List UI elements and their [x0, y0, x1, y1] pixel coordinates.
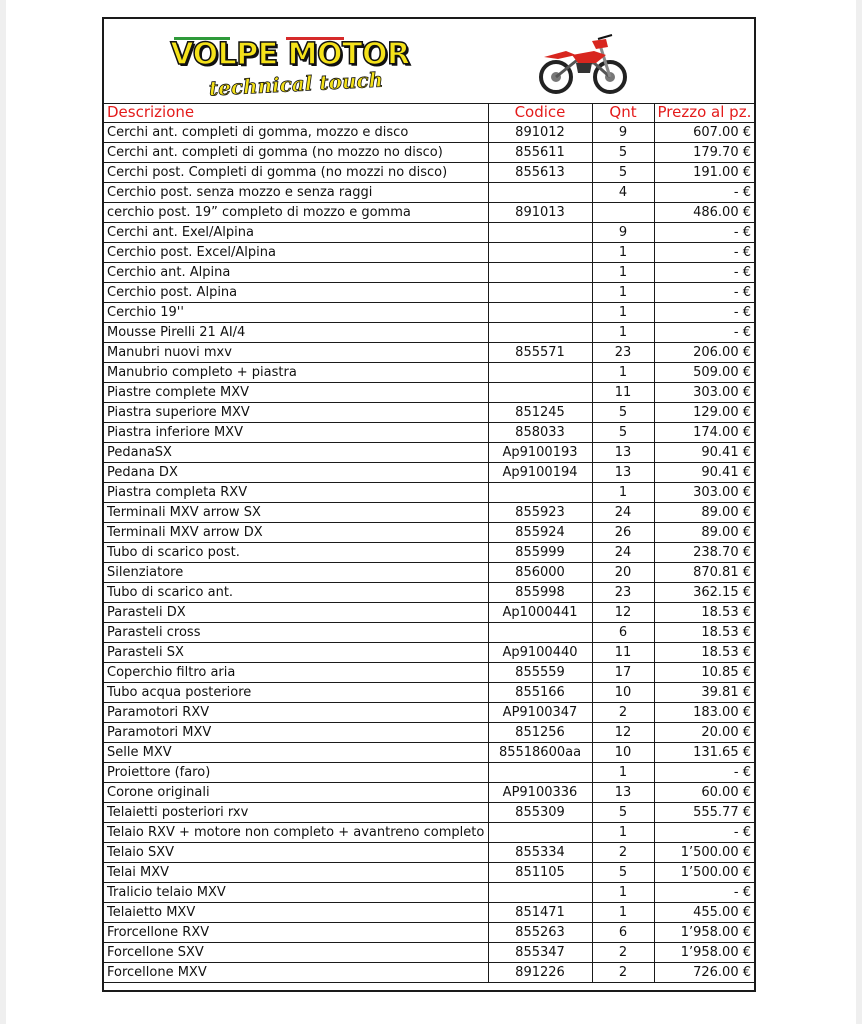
table-row [104, 703, 754, 723]
cell-price: 131.65 € [654, 743, 754, 763]
cell-description: Piastra completa RXV [104, 483, 488, 503]
cell-qty: 23 [592, 343, 654, 363]
cell-price: 1’500.00 € [654, 843, 754, 863]
cell-qty: 6 [592, 923, 654, 943]
cell-price: 1’500.00 € [654, 863, 754, 883]
cell-price: 18.53 € [654, 603, 754, 623]
cell-qty: 20 [592, 563, 654, 583]
cell-qty: 13 [592, 463, 654, 483]
cell-code [488, 183, 592, 203]
cell-qty: 12 [592, 603, 654, 623]
table-row [104, 303, 754, 323]
cell-code: Ap9100440 [488, 643, 592, 663]
cell-price: 183.00 € [654, 703, 754, 723]
table-row [104, 423, 754, 443]
cell-description: Telaietti posteriori rxv [104, 803, 488, 823]
cell-code: 855998 [488, 583, 592, 603]
cell-qty: 5 [592, 143, 654, 163]
table-body [104, 123, 754, 983]
cell-description: Cerchi ant. completi di gomma (no mozzo no disco) [104, 143, 488, 163]
table-row [104, 943, 754, 963]
cell-price: - € [654, 183, 754, 203]
cell-qty: 1 [592, 763, 654, 783]
table-row [104, 143, 754, 163]
table-row [104, 123, 754, 143]
cell-description: Cerchio 19'' [104, 303, 488, 323]
cell-description: Proiettore (faro) [104, 763, 488, 783]
cell-qty: 13 [592, 443, 654, 463]
cell-code: 855559 [488, 663, 592, 683]
cell-qty: 6 [592, 623, 654, 643]
cell-qty: 1 [592, 323, 654, 343]
logo-brand-name: VOLPE MOTOR [170, 37, 410, 72]
cell-code: 855924 [488, 523, 592, 543]
cell-description: Tralicio telaio MXV [104, 883, 488, 903]
table-row [104, 823, 754, 843]
cell-price: 89.00 € [654, 523, 754, 543]
cell-description: Tubo di scarico ant. [104, 583, 488, 603]
cell-price: 238.70 € [654, 543, 754, 563]
cell-description: Piastre complete MXV [104, 383, 488, 403]
cell-qty: 9 [592, 223, 654, 243]
cell-price: 509.00 € [654, 363, 754, 383]
cell-price: 1’958.00 € [654, 923, 754, 943]
cell-price: 89.00 € [654, 503, 754, 523]
cell-code: AP9100336 [488, 783, 592, 803]
cell-price: - € [654, 883, 754, 903]
cell-code: 891226 [488, 963, 592, 983]
cell-code: 891012 [488, 123, 592, 143]
table-row [104, 263, 754, 283]
cell-qty: 24 [592, 503, 654, 523]
motocross-bike-image [536, 33, 628, 97]
table-row [104, 623, 754, 643]
cell-code: 855334 [488, 843, 592, 863]
cell-description: Cerchi post. Completi di gomma (no mozzi no disco) [104, 163, 488, 183]
cell-description: Parasteli cross [104, 623, 488, 643]
cell-code: 855263 [488, 923, 592, 943]
cell-price: 303.00 € [654, 483, 754, 503]
cell-description: Terminali MXV arrow SX [104, 503, 488, 523]
cell-qty: 2 [592, 843, 654, 863]
cell-code: 85518600aa [488, 743, 592, 763]
table-row [104, 203, 754, 223]
cell-price: - € [654, 263, 754, 283]
cell-qty: 1 [592, 263, 654, 283]
cell-price: - € [654, 303, 754, 323]
page-edge-right [856, 0, 862, 1024]
cell-qty: 9 [592, 123, 654, 143]
cell-code [488, 483, 592, 503]
cell-code: 851471 [488, 903, 592, 923]
cell-code: 858033 [488, 423, 592, 443]
cell-code: 855999 [488, 543, 592, 563]
cell-qty: 10 [592, 683, 654, 703]
table-row [104, 663, 754, 683]
cell-price: 60.00 € [654, 783, 754, 803]
cell-price: 90.41 € [654, 443, 754, 463]
cell-price: 870.81 € [654, 563, 754, 583]
price-list-sheet [102, 17, 756, 992]
cell-price: 174.00 € [654, 423, 754, 443]
cell-qty: 11 [592, 383, 654, 403]
cell-code [488, 883, 592, 903]
cell-qty: 5 [592, 803, 654, 823]
cell-qty: 1 [592, 483, 654, 503]
table-row [104, 543, 754, 563]
cell-price: - € [654, 243, 754, 263]
logo-tagline: technical touch [208, 67, 384, 101]
cell-qty: 5 [592, 403, 654, 423]
table-row [104, 523, 754, 543]
table-row [104, 803, 754, 823]
cell-price: 303.00 € [654, 383, 754, 403]
cell-code: 851245 [488, 403, 592, 423]
table-row [104, 783, 754, 803]
header-band [104, 19, 754, 104]
table-row [104, 923, 754, 943]
table-row [104, 683, 754, 703]
cell-qty: 1 [592, 883, 654, 903]
cell-code: Ap9100194 [488, 463, 592, 483]
cell-qty: 24 [592, 543, 654, 563]
cell-description: Tubo di scarico post. [104, 543, 488, 563]
cell-description: Telaio RXV + motore non completo + avantreno completo [104, 823, 488, 843]
cell-price: 18.53 € [654, 643, 754, 663]
cell-description: Piastra superiore MXV [104, 403, 488, 423]
table-row [104, 643, 754, 663]
cell-qty: 5 [592, 163, 654, 183]
cell-qty: 1 [592, 363, 654, 383]
table-row [104, 403, 754, 423]
cell-description: Selle MXV [104, 743, 488, 763]
cell-code: 851256 [488, 723, 592, 743]
cell-description: Cerchio post. senza mozzo e senza raggi [104, 183, 488, 203]
table-row [104, 363, 754, 383]
cell-qty: 26 [592, 523, 654, 543]
cell-description: Telaietto MXV [104, 903, 488, 923]
cell-code: 851105 [488, 863, 592, 883]
cell-code [488, 323, 592, 343]
cell-price: 39.81 € [654, 683, 754, 703]
cell-description: Cerchio ant. Alpina [104, 263, 488, 283]
table-row [104, 883, 754, 903]
cell-qty: 4 [592, 183, 654, 203]
cell-qty: 1 [592, 283, 654, 303]
table-row [104, 743, 754, 763]
table-row [104, 223, 754, 243]
cell-price: - € [654, 283, 754, 303]
cell-description: Corone originali [104, 783, 488, 803]
cell-code: Ap1000441 [488, 603, 592, 623]
cell-code: 891013 [488, 203, 592, 223]
cell-description: Frorcellone RXV [104, 923, 488, 943]
cell-price: - € [654, 763, 754, 783]
cell-description: Parasteli SX [104, 643, 488, 663]
cell-description: Telai MXV [104, 863, 488, 883]
cell-price: 206.00 € [654, 343, 754, 363]
table-row [104, 963, 754, 983]
table-row [104, 843, 754, 863]
cell-qty: 5 [592, 423, 654, 443]
cell-qty: 23 [592, 583, 654, 603]
header-description: Descrizione [104, 103, 488, 123]
table-row [104, 563, 754, 583]
cell-description: Paramotori MXV [104, 723, 488, 743]
cell-description: Cerchio post. Excel/Alpina [104, 243, 488, 263]
cell-description: Terminali MXV arrow DX [104, 523, 488, 543]
cell-code [488, 243, 592, 263]
table-row [104, 503, 754, 523]
cell-code [488, 283, 592, 303]
cell-description: Forcellone SXV [104, 943, 488, 963]
cell-qty: 13 [592, 783, 654, 803]
table-row [104, 603, 754, 623]
cell-description: Paramotori RXV [104, 703, 488, 723]
cell-code [488, 363, 592, 383]
price-table [104, 103, 754, 983]
cell-code [488, 623, 592, 643]
cell-qty: 1 [592, 303, 654, 323]
cell-code: Ap9100193 [488, 443, 592, 463]
cell-description: Cerchi ant. completi di gomma, mozzo e disco [104, 123, 488, 143]
cell-description: cerchio post. 19” completo di mozzo e gomma [104, 203, 488, 223]
cell-code: 856000 [488, 563, 592, 583]
cell-qty: 2 [592, 943, 654, 963]
cell-price: 555.77 € [654, 803, 754, 823]
header-qty: Qnt [592, 103, 654, 123]
cell-description: Piastra inferiore MXV [104, 423, 488, 443]
cell-price: 607.00 € [654, 123, 754, 143]
cell-code: 855166 [488, 683, 592, 703]
table-row [104, 583, 754, 603]
table-row [104, 343, 754, 363]
cell-code [488, 823, 592, 843]
cell-price: 90.41 € [654, 463, 754, 483]
cell-qty: 11 [592, 643, 654, 663]
cell-description: Cerchi ant. Exel/Alpina [104, 223, 488, 243]
table-row [104, 723, 754, 743]
cell-price: 455.00 € [654, 903, 754, 923]
cell-price: 179.70 € [654, 143, 754, 163]
table-row [104, 763, 754, 783]
cell-description: Coperchio filtro aria [104, 663, 488, 683]
table-row [104, 863, 754, 883]
cell-qty: 1 [592, 903, 654, 923]
cell-description: Telaio SXV [104, 843, 488, 863]
cell-qty: 1 [592, 823, 654, 843]
cell-description: Manubri nuovi mxv [104, 343, 488, 363]
cell-description: Manubrio completo + piastra [104, 363, 488, 383]
cell-description: Parasteli DX [104, 603, 488, 623]
table-row [104, 183, 754, 203]
cell-price: 129.00 € [654, 403, 754, 423]
cell-price: 18.53 € [654, 623, 754, 643]
volpe-motor-logo [166, 35, 414, 99]
table-row [104, 243, 754, 263]
table-header-row [104, 103, 754, 123]
cell-qty [592, 203, 654, 223]
cell-code [488, 223, 592, 243]
cell-description: Forcellone MXV [104, 963, 488, 983]
cell-price: 20.00 € [654, 723, 754, 743]
table-row [104, 163, 754, 183]
cell-code: 855923 [488, 503, 592, 523]
cell-qty: 2 [592, 703, 654, 723]
table-row [104, 463, 754, 483]
cell-code: AP9100347 [488, 703, 592, 723]
cell-code: 855347 [488, 943, 592, 963]
cell-price: 1’958.00 € [654, 943, 754, 963]
cell-price: 486.00 € [654, 203, 754, 223]
page-edge-left [0, 0, 6, 1024]
cell-qty: 17 [592, 663, 654, 683]
cell-description: Mousse Pirelli 21 AI/4 [104, 323, 488, 343]
cell-code [488, 763, 592, 783]
cell-price: - € [654, 323, 754, 343]
cell-description: Silenziatore [104, 563, 488, 583]
table-row [104, 323, 754, 343]
cell-price: 362.15 € [654, 583, 754, 603]
table-row [104, 903, 754, 923]
cell-code: 855571 [488, 343, 592, 363]
cell-price: - € [654, 823, 754, 843]
header-price: Prezzo al pz. [654, 103, 754, 123]
cell-code: 855613 [488, 163, 592, 183]
cell-price: - € [654, 223, 754, 243]
cell-code [488, 303, 592, 323]
cell-code: 855309 [488, 803, 592, 823]
cell-code: 855611 [488, 143, 592, 163]
cell-qty: 1 [592, 243, 654, 263]
cell-qty: 2 [592, 963, 654, 983]
table-row [104, 383, 754, 403]
table-row [104, 483, 754, 503]
header-code: Codice [488, 103, 592, 123]
cell-code [488, 383, 592, 403]
cell-qty: 10 [592, 743, 654, 763]
table-row [104, 443, 754, 463]
cell-price: 726.00 € [654, 963, 754, 983]
cell-description: Pedana DX [104, 463, 488, 483]
cell-description: Cerchio post. Alpina [104, 283, 488, 303]
table-row [104, 283, 754, 303]
cell-price: 191.00 € [654, 163, 754, 183]
cell-qty: 12 [592, 723, 654, 743]
cell-code [488, 263, 592, 283]
cell-description: PedanaSX [104, 443, 488, 463]
cell-qty: 5 [592, 863, 654, 883]
cell-price: 10.85 € [654, 663, 754, 683]
cell-description: Tubo acqua posteriore [104, 683, 488, 703]
